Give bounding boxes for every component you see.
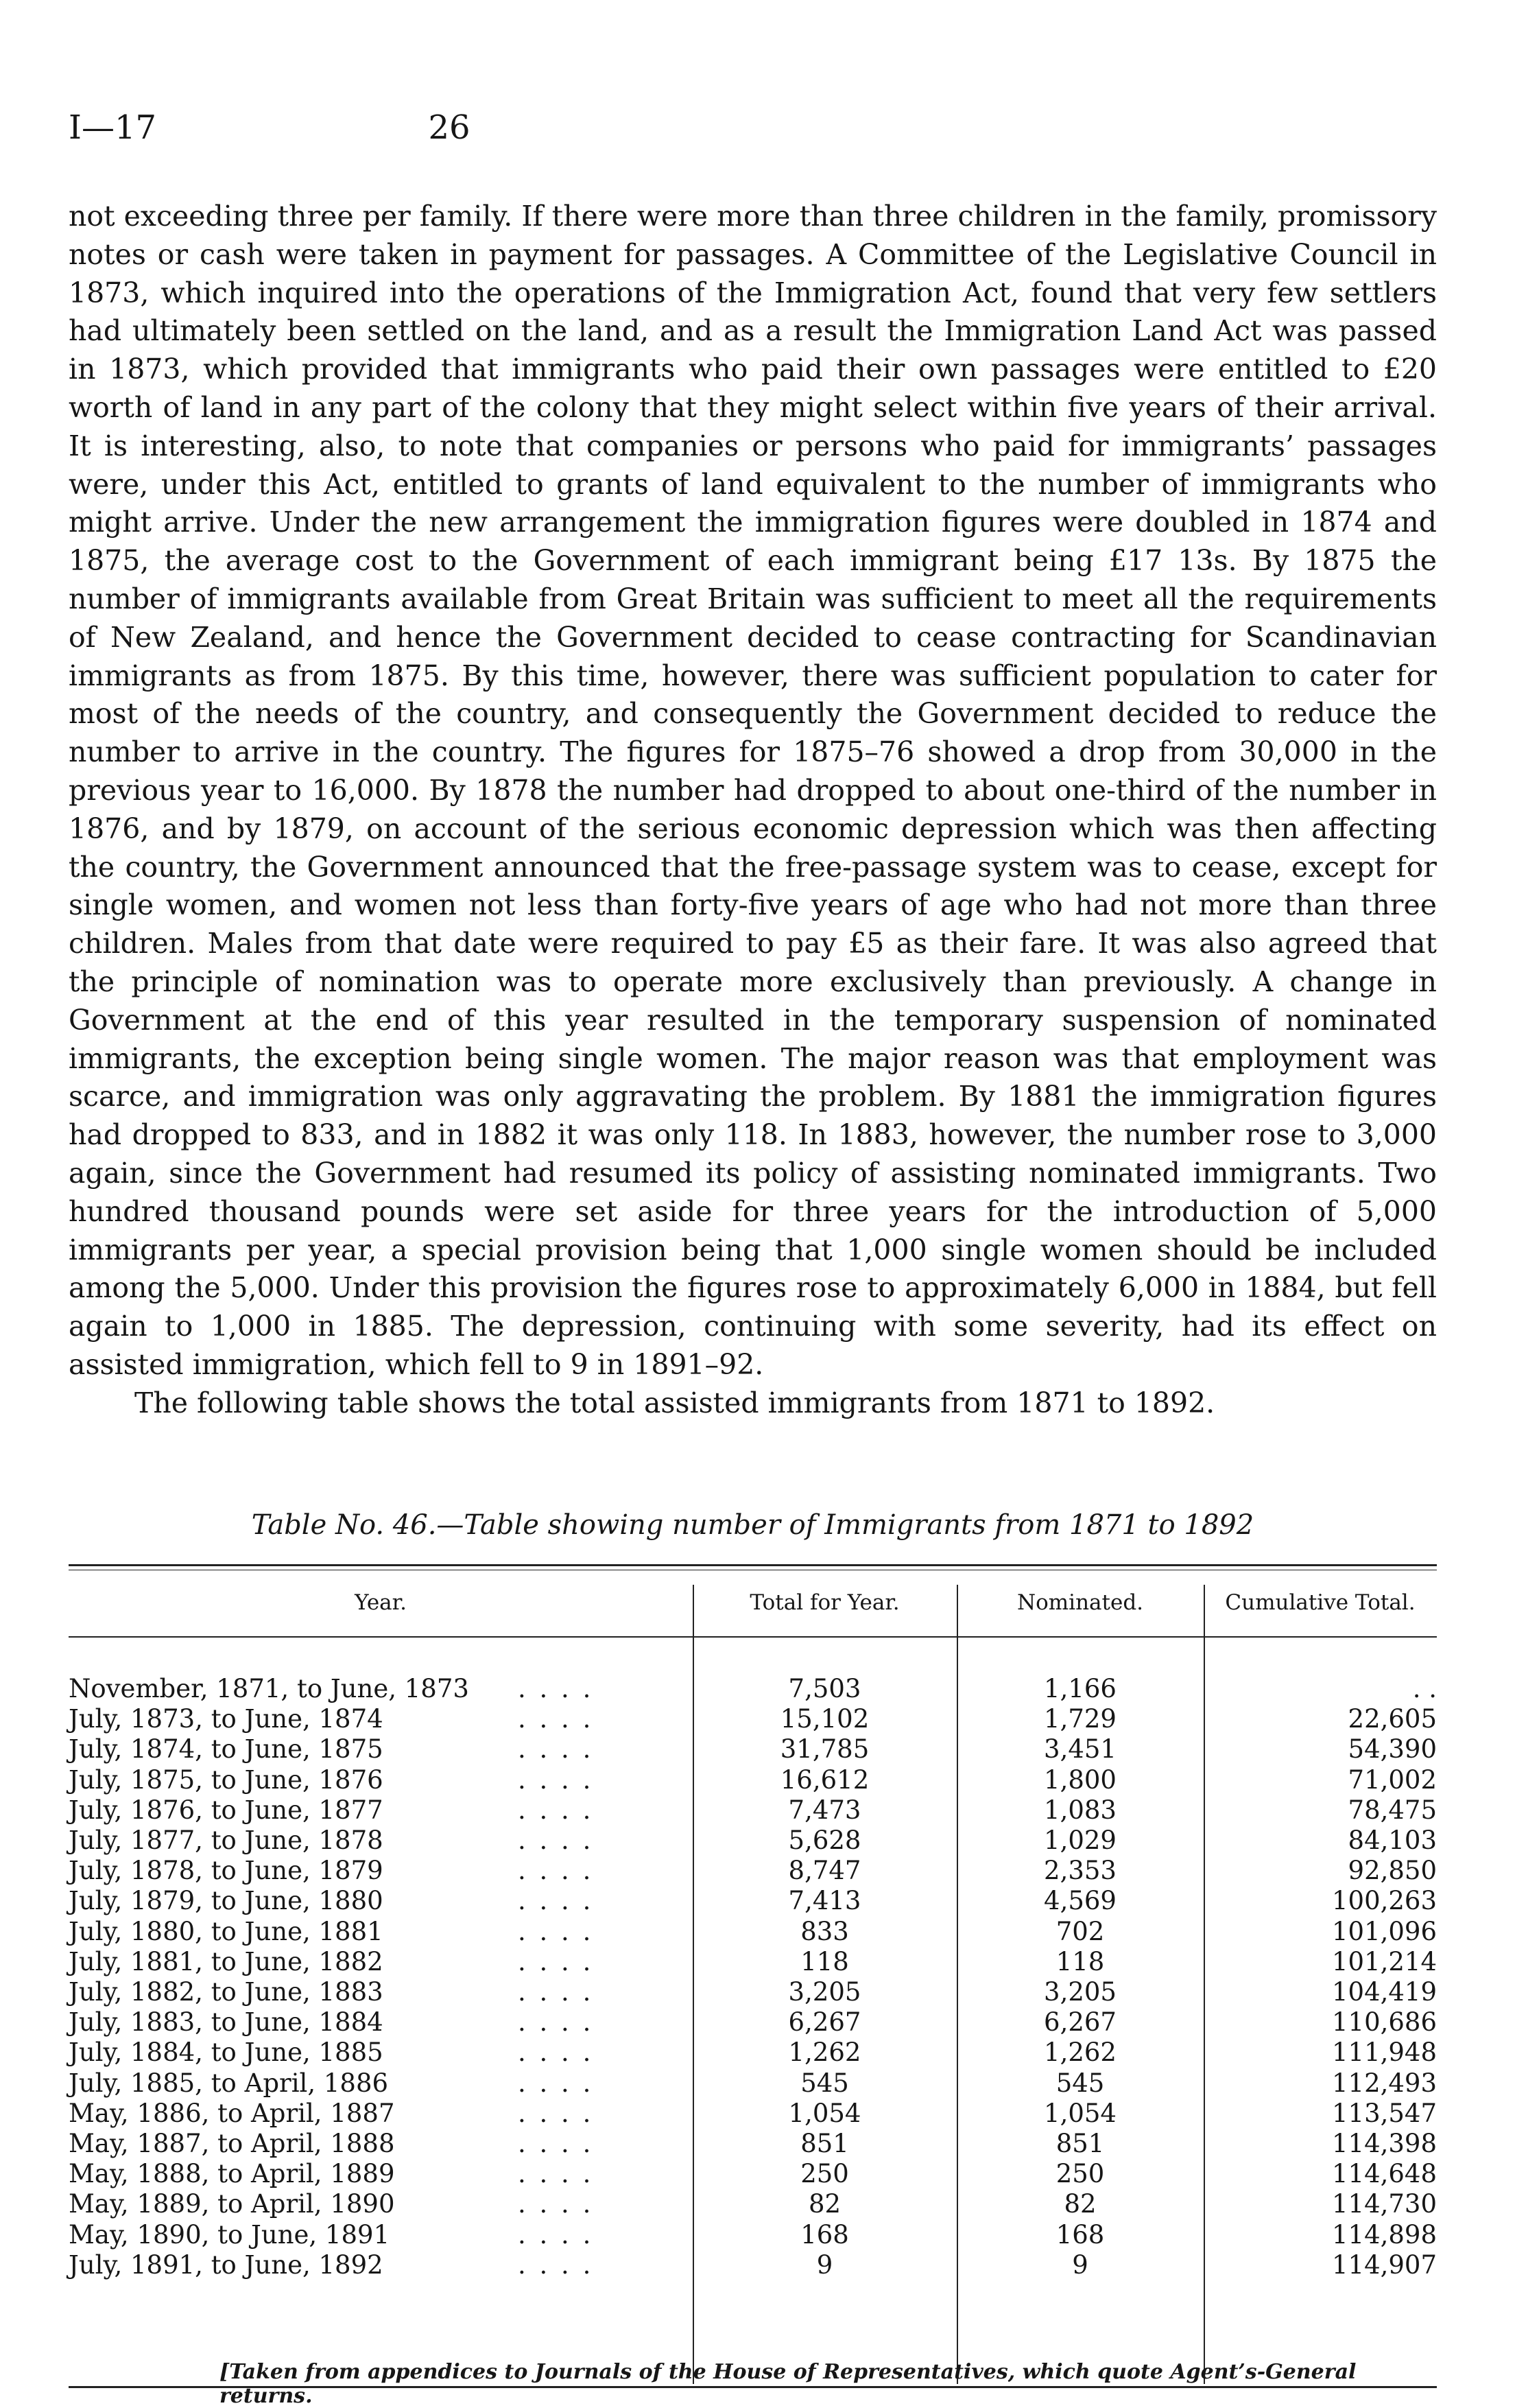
table-row xyxy=(69,1856,1437,1887)
table-source-note: [Taken from appendices to Journals of the House of Representatives, which quote Agent’s-General returns. xyxy=(219,2360,1357,2408)
year-cell: July, 1877, to June, 1878 xyxy=(69,1826,383,1855)
nominated-cell: 118 xyxy=(1055,1946,1105,1976)
cumulative-cell: 104,419 xyxy=(1331,1977,1437,2007)
year-cell: July, 1873, to June, 1874 xyxy=(69,1704,383,1734)
cumulative-cell: 84,103 xyxy=(1348,1826,1437,1855)
total-cell: 15,102 xyxy=(780,1704,870,1734)
total-cell: 168 xyxy=(800,2219,849,2250)
dot-leader: . . . . xyxy=(518,2007,594,2038)
nominated-cell: 4,569 xyxy=(1044,1886,1117,1916)
year-cell: July, 1874, to June, 1875 xyxy=(69,1734,383,1764)
total-cell: 9 xyxy=(816,2250,833,2280)
table-row xyxy=(69,2159,1437,2190)
dot-leader: . . . . xyxy=(518,1916,594,1946)
dot-leader: . . . . xyxy=(518,1977,594,2007)
cumulative-cell: 71,002 xyxy=(1348,1764,1437,1795)
cumulative-cell: 92,850 xyxy=(1348,1856,1437,1886)
cumulative-cell: 114,648 xyxy=(1331,2159,1437,2189)
year-cell: July, 1883, to June, 1884 xyxy=(69,2007,383,2038)
year-cell: July, 1880, to June, 1881 xyxy=(69,1916,383,1946)
year-cell: November, 1871, to June, 1873 xyxy=(69,1674,469,1703)
cumulative-cell: 114,898 xyxy=(1331,2219,1437,2250)
header-rule xyxy=(69,1636,1437,1638)
nominated-cell: 1,800 xyxy=(1044,1764,1117,1795)
header-total-for-year: Total for Year. xyxy=(750,1590,900,1615)
table-caption: Table No. 46.—Table showing number of Immigrants from 1871 to 1892 xyxy=(251,1509,1254,1541)
nominated-cell: 2,353 xyxy=(1044,1856,1117,1886)
total-cell: 6,267 xyxy=(788,2007,861,2038)
cumulative-cell: 113,547 xyxy=(1331,2098,1437,2128)
year-cell: July, 1879, to June, 1880 xyxy=(69,1886,383,1916)
cumulative-cell: 101,214 xyxy=(1331,1946,1437,1976)
total-cell: 3,205 xyxy=(788,1977,861,2007)
header-year: Year. xyxy=(355,1590,407,1615)
page-reference: I—17 xyxy=(69,108,157,147)
year-cell: May, 1887, to April, 1888 xyxy=(69,2129,395,2158)
table-row xyxy=(69,1886,1437,1917)
page-header xyxy=(69,108,1433,156)
year-cell: July, 1884, to June, 1885 xyxy=(69,2038,383,2068)
cumulative-cell: 111,948 xyxy=(1331,2038,1437,2068)
cumulative-cell: 22,605 xyxy=(1348,1704,1437,1734)
table-row xyxy=(69,1734,1437,1765)
table-row xyxy=(69,2189,1437,2220)
year-cell: July, 1885, to April, 1886 xyxy=(69,2068,389,2098)
total-cell: 7,473 xyxy=(788,1795,861,1825)
total-cell: 1,262 xyxy=(788,2038,861,2068)
nominated-cell: 168 xyxy=(1055,2219,1105,2250)
total-cell: 7,413 xyxy=(788,1886,861,1916)
table-row xyxy=(69,1947,1437,1978)
total-cell: 82 xyxy=(808,2189,842,2219)
nominated-cell: 9 xyxy=(1072,2250,1088,2280)
total-cell: 8,747 xyxy=(788,1856,861,1886)
dot-leader: . . . . xyxy=(518,1886,594,1916)
dot-leader: . . . . xyxy=(518,1826,594,1855)
cumulative-cell: 110,686 xyxy=(1331,2007,1437,2038)
header-cumulative-total: Cumulative Total. xyxy=(1225,1590,1416,1615)
dot-leader: . . . . xyxy=(518,1856,594,1886)
year-cell: July, 1882, to June, 1883 xyxy=(69,1977,383,2007)
year-cell: July, 1878, to June, 1879 xyxy=(69,1856,383,1886)
cumulative-cell: 54,390 xyxy=(1348,1734,1437,1764)
table-row xyxy=(69,2038,1437,2068)
cumulative-cell: 101,096 xyxy=(1331,1916,1437,1946)
nominated-cell: 1,262 xyxy=(1044,2038,1117,2068)
table-row xyxy=(69,1704,1437,1735)
nominated-cell: 851 xyxy=(1055,2129,1105,2158)
year-cell: July, 1875, to June, 1876 xyxy=(69,1764,383,1795)
total-cell: 851 xyxy=(800,2129,849,2158)
body-text xyxy=(69,198,1437,1423)
dot-leader: . . . . xyxy=(518,1674,594,1703)
table-row xyxy=(69,1977,1437,2008)
cumulative-cell: 114,907 xyxy=(1331,2250,1437,2280)
nominated-cell: 250 xyxy=(1055,2159,1105,2189)
year-cell: May, 1889, to April, 1890 xyxy=(69,2189,395,2219)
dot-leader: . . . . xyxy=(518,1704,594,1734)
dot-leader: . . . . xyxy=(518,2129,594,2158)
table-row xyxy=(69,2250,1437,2281)
total-cell: 16,612 xyxy=(780,1764,870,1795)
table-row xyxy=(69,1765,1437,1796)
nominated-cell: 1,166 xyxy=(1044,1674,1117,1703)
dot-leader: . . . . xyxy=(518,1734,594,1764)
nominated-cell: 3,451 xyxy=(1044,1734,1117,1764)
total-cell: 1,054 xyxy=(788,2098,861,2128)
dot-leader: . . . . xyxy=(518,2038,594,2068)
cumulative-cell: 100,263 xyxy=(1331,1886,1437,1916)
nominated-cell: 1,029 xyxy=(1044,1826,1117,1855)
dot-leader: . . . . xyxy=(518,2189,594,2219)
total-cell: 7,503 xyxy=(788,1674,861,1703)
table-row xyxy=(69,2220,1437,2251)
total-cell: 5,628 xyxy=(788,1826,861,1855)
table-row xyxy=(69,2129,1437,2160)
year-cell: July, 1876, to June, 1877 xyxy=(69,1795,383,1825)
table-row xyxy=(69,2068,1437,2099)
year-cell: May, 1886, to April, 1887 xyxy=(69,2098,395,2128)
paragraph: not exceeding three per family. If there were more than three children in the family, promissory notes or cash were taken in payment for passages. A Committee of the Legislative Council in 1873, which inquired into the operations of the Immigration Act, found that very few settlers had ultimately been settled on the land, and as a result the Immigration Land Act was passed in 1873, which provided that immigrants who paid their own passages were entitled to £20 worth of land in any part of the colony that they might select within five years of their arrival. It is interesting, also, to note that companies or persons who paid for immigrants’ passages were, under this Act, entitled to grants of land equivalent to the number of immigrants who might arrive. Under the new arrangement the immigration figures were doubled in 1874 and 1875, the average cost to the Government of each immigrant being £17 13s. By 1875 the number of immigrants available from Great Britain was sufficient to meet all the requirements of New Zealand, and hence the Government decided to cease contracting for Scandinavian immigrants as from 1875. By this time, however, there was sufficient population to cater for most of the needs of the country, and consequently the Government decided to reduce the number to arrive in the country. The figures for 1875–76 showed a drop from 30,000 in the previous year to 16,000. By 1878 the number had dropped to about one-third of the number in 1876, and by 1879, on account of the serious economic depression which was then affecting the country, the Government announced that the free-passage system was to cease, except for single women, and women not less than forty-five years of age who had not more than three children. Males from that date were required to pay £5 as their fare. It was also agreed that the principle of nomination was to operate more exclusively than previously. A change in Government at the end of this year resulted in the temporary suspension of nominated immigrants, the exception being single women. The major reason was that employment was scarce, and immigration was only aggravating the problem. By 1881 the immigration figures had dropped to 833, and in 1882 it was only 118. In 1883, however, the number rose to 3,000 again, since the Government had resumed its policy of assisting nominated immigrants. Two hundred thousand pounds were set aside for three years for the introduction of 5,000 immigrants per year, a special provision being that 1,000 single women should be included among the 5,000. Under this provision the figures rose to approximately 6,000 in 1884, but fell again to 1,000 in 1885. The depression, continuing with some severity, had its effect on assisted immigration, which fell to 9 in 1891–92. xyxy=(69,200,1437,1381)
nominated-cell: 1,729 xyxy=(1044,1704,1117,1734)
table-row xyxy=(69,2007,1437,2038)
year-cell: July, 1891, to June, 1892 xyxy=(69,2250,383,2280)
page-number: 26 xyxy=(428,108,470,147)
year-cell: May, 1888, to April, 1889 xyxy=(69,2159,395,2189)
dot-leader: . . . . xyxy=(518,2068,594,2098)
dot-leader: . . . . xyxy=(518,2250,594,2280)
cumulative-cell: 78,475 xyxy=(1348,1795,1437,1825)
dot-leader: . . . . xyxy=(518,1764,594,1795)
year-cell: May, 1890, to June, 1891 xyxy=(69,2219,390,2250)
table-row xyxy=(69,1917,1437,1948)
table-row xyxy=(69,1674,1437,1705)
nominated-cell: 545 xyxy=(1055,2068,1105,2098)
dot-leader: . . . . xyxy=(518,1946,594,1976)
dot-leader: . . . . xyxy=(518,1795,594,1825)
total-cell: 833 xyxy=(800,1916,849,1946)
total-cell: 118 xyxy=(800,1946,849,1976)
nominated-cell: 1,083 xyxy=(1044,1795,1117,1825)
table-top-rule xyxy=(69,1564,1437,1566)
nominated-cell: 702 xyxy=(1055,1916,1105,1946)
total-cell: 545 xyxy=(800,2068,849,2098)
nominated-cell: 6,267 xyxy=(1044,2007,1117,2038)
total-cell: 250 xyxy=(800,2159,849,2189)
nominated-cell: 3,205 xyxy=(1044,1977,1117,2007)
cumulative-cell: 112,493 xyxy=(1331,2068,1437,2098)
dot-leader: . . . . xyxy=(518,2098,594,2128)
table-row xyxy=(69,1795,1437,1826)
year-cell: July, 1881, to June, 1882 xyxy=(69,1946,383,1976)
total-cell: 31,785 xyxy=(780,1734,870,1764)
nominated-cell: 82 xyxy=(1064,2189,1097,2219)
dot-leader: . . . . xyxy=(518,2219,594,2250)
cumulative-cell: 114,730 xyxy=(1331,2189,1437,2219)
cumulative-cell: 114,398 xyxy=(1331,2129,1437,2158)
header-nominated: Nominated. xyxy=(1016,1590,1144,1615)
nominated-cell: 1,054 xyxy=(1044,2098,1117,2128)
dot-leader: . . . . xyxy=(518,2159,594,2189)
table-row xyxy=(69,2099,1437,2129)
cumulative-cell: . . xyxy=(1412,1674,1437,1703)
paragraph: The following table shows the total assisted immigrants from 1871 to 1892. xyxy=(134,1386,1215,1419)
table-row xyxy=(69,1826,1437,1856)
